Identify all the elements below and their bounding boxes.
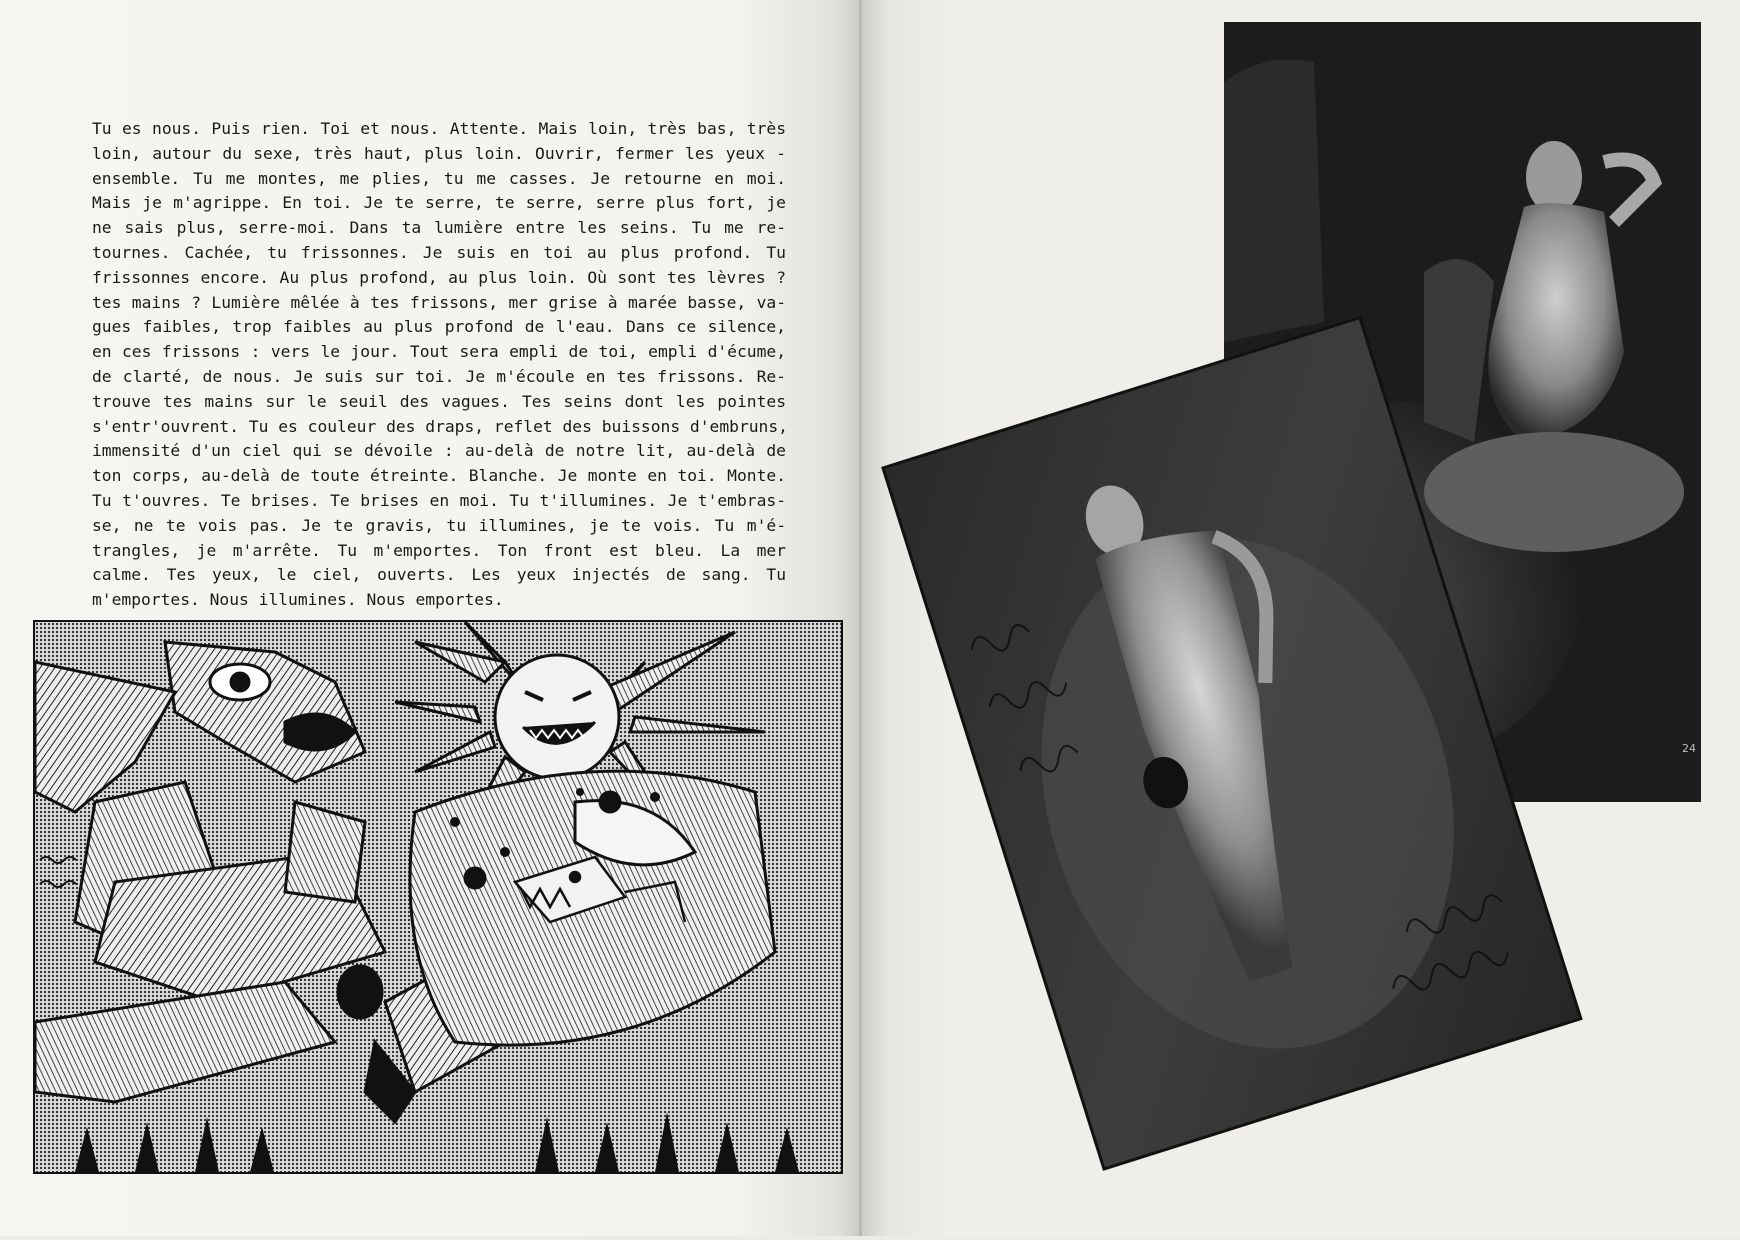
poem-line: trouve tes mains sur le seuil des vagues. Tes seins dont les pointes bbox=[92, 391, 786, 411]
poem-line: ne sais plus, serre-moi. Dans ta lumière entre les seins. Tu me re- bbox=[92, 218, 786, 238]
poem-line: trangles, je m'arrête. Tu m'emportes. Ton front est bleu. La mer bbox=[92, 540, 786, 560]
poem-text bbox=[92, 117, 786, 613]
poem-line: Tu t'ouvres. Te brises. Te brises en moi. Tu t'illumines. Je t'embras- bbox=[92, 490, 786, 510]
poem-line: Mais je m'agrippe. En toi. Je te serre, te serre, serre plus fort, je bbox=[92, 193, 786, 213]
poem-line: gues faibles, trop faibles au plus profond de l'eau. Dans ce silence, bbox=[92, 317, 786, 337]
poem-line: immensité d'un ciel qui se dévoile : au-delà de notre lit, au-delà de bbox=[92, 441, 786, 461]
poem-line: en ces frissons : vers le jour. Tout sera empli de toi, empli d'écume, bbox=[92, 342, 786, 362]
poem-line: Tu es nous. Puis rien. Toi et nous. Attente. Mais loin, très bas, très bbox=[92, 119, 786, 138]
ink-illustration bbox=[33, 620, 843, 1174]
poem-line: ton corps, au-delà de toute étreinte. Blanche. Je monte en toi. Monte. bbox=[92, 466, 786, 486]
poem-line: tournes. Cachée, tu frissonnes. Je suis en toi au plus profond. Tu bbox=[92, 242, 786, 262]
poem-line: ensemble. Tu me montes, me plies, tu me casses. Je retourne en moi. bbox=[92, 168, 786, 188]
poem-line: loin, autour du sexe, très haut, plus loin. Ouvrir, fermer les yeux - bbox=[92, 143, 786, 163]
page-number: 24 bbox=[1682, 742, 1696, 755]
poem-line: calme. Tes yeux, le ciel, ouverts. Les yeux injectés de sang. Tu bbox=[92, 565, 786, 585]
poem-line: tes mains ? Lumière mêlée à tes frissons, mer grise à marée basse, va- bbox=[92, 292, 786, 312]
poem-line: se, ne te vois pas. Je te gravis, tu illumines, je te vois. Tu m'é- bbox=[92, 515, 786, 535]
poem-line: frissonnes encore. Au plus profond, au plus loin. Où sont tes lèvres ? bbox=[92, 267, 786, 287]
poem-line: m'emportes. Nous illumines. Nous emportes. bbox=[92, 590, 504, 610]
poem-line: de clarté, de nous. Je suis sur toi. Je m'écoule en tes frissons. Re- bbox=[92, 366, 786, 386]
poem-line: s'entr'ouvrent. Tu es couleur des draps, reflet des buissons d'embruns, bbox=[92, 416, 788, 436]
left-page bbox=[0, 0, 862, 1236]
photograph-back bbox=[1224, 22, 1701, 802]
